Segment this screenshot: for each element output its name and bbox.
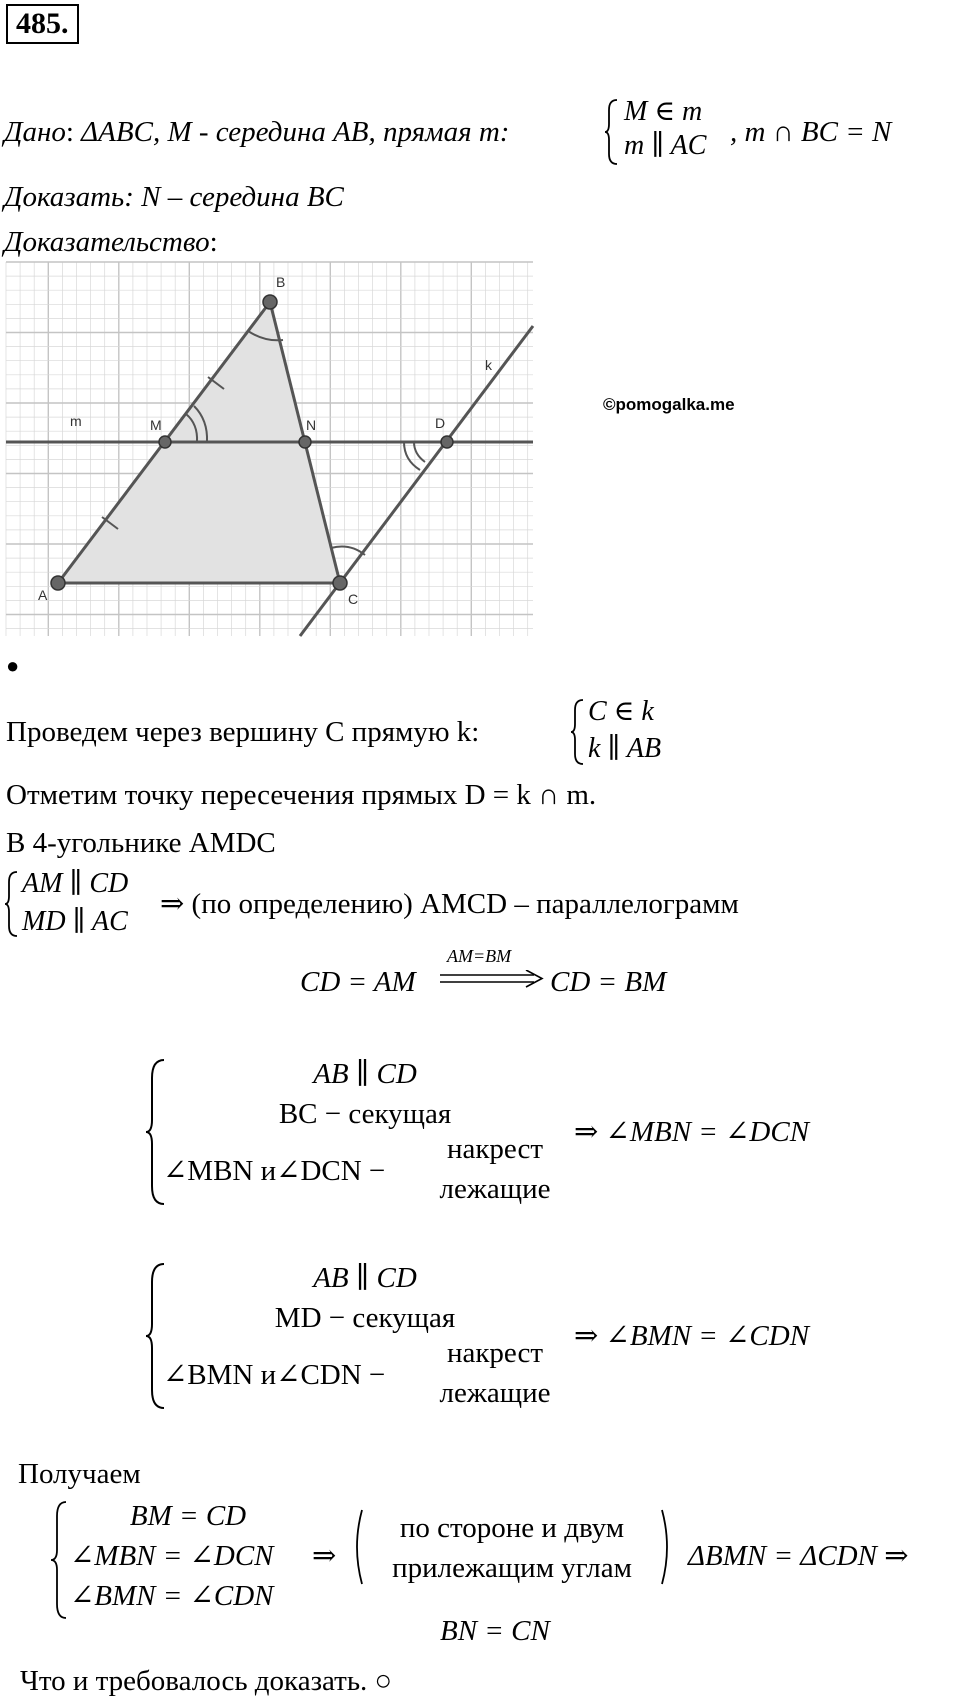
label-line-m: m [70, 413, 82, 429]
step4-brace [4, 870, 20, 938]
label-b: B [276, 274, 286, 290]
line-k [300, 326, 533, 636]
angle-arc-c [331, 547, 365, 555]
proof-line [4, 228, 218, 257]
block1-nak2: лежащие [439, 1173, 551, 1205]
block1-nak1: накрест [446, 1133, 544, 1165]
given-line [4, 118, 509, 147]
block2-result: ⇒ ∠BMN = ∠CDN [574, 1320, 810, 1352]
problem-number: 485. [6, 4, 79, 44]
step1-sys-line: k ∥ AB [588, 733, 662, 764]
step1-brace [570, 698, 586, 766]
block1-line: BC − секущая [278, 1098, 452, 1130]
watermark: ©pomogalka.me [603, 395, 735, 414]
block2-line: AB ∥ CD [313, 1262, 417, 1294]
step4-system [22, 870, 128, 936]
label-m: M [150, 417, 162, 433]
block2-angles: ∠BMN и∠CDN − [163, 1359, 386, 1391]
prove-label: Доказать [4, 181, 125, 213]
step5-right: CD = BM [550, 966, 667, 998]
label-d: D [435, 415, 446, 431]
given-tail: , m ∩ BC = N [730, 116, 892, 148]
proof-sep: : [209, 226, 218, 258]
conclusion-arrow: ⇒ [312, 1540, 337, 1572]
given-sys-line: m ∥ AC [624, 130, 707, 161]
block2-nak2: лежащие [439, 1377, 551, 1409]
step1-text: Проведем через вершину C прямую k: [6, 716, 480, 748]
block1-angles: ∠MBN и∠DCN − [163, 1155, 386, 1187]
conclusion-paren-line: прилежащим углам [392, 1552, 632, 1584]
given-label: Дано [4, 116, 66, 148]
point-m [159, 436, 171, 448]
bullet: ● [6, 653, 20, 678]
label-c: C [348, 591, 359, 607]
right-paren [660, 1508, 674, 1586]
label-n: N [306, 417, 317, 433]
step4-sys-line: AM ∥ CD [22, 868, 129, 899]
given-brace [604, 98, 620, 166]
step5-left: CD = AM [300, 966, 416, 998]
conclusion-sys-line: ∠BMN = ∠CDN [70, 1580, 274, 1612]
conclusion-result: ΔBMN = ΔCDN ⇒ [688, 1540, 909, 1572]
given-sys-line: M ∈ m [624, 96, 703, 127]
given-text: ΔABC, M - середина AB, прямая m: [81, 116, 510, 148]
conclusion-paren-line: по стороне и двум [399, 1512, 625, 1544]
prove-text: : N – середина BC [124, 181, 344, 213]
step3-text: В 4-угольнике AMDC [6, 827, 276, 859]
given-system [624, 98, 706, 160]
step1-sys-line: C ∈ k [588, 696, 654, 727]
point-a [51, 576, 65, 590]
long-implies-arrow [438, 970, 548, 988]
block1-result: ⇒ ∠MBN = ∠DCN [574, 1116, 810, 1148]
step1-system [588, 698, 661, 763]
step2-text: Отметим точку пересечения прямых D = k ∩ m. [6, 779, 597, 811]
conclusion-final: BN = CN [440, 1615, 550, 1647]
point-b [263, 295, 277, 309]
conclusion-sys-line: ∠MBN = ∠DCN [70, 1540, 274, 1572]
step5-over: AM=BM [447, 946, 512, 966]
step4-text: ⇒ (по определению) AMCD – параллелограмм [160, 888, 739, 920]
label-line-k: k [485, 357, 492, 373]
proof-label: Доказательство [4, 226, 210, 258]
conclusion-end: Что и требовалось доказать. ○ [20, 1665, 393, 1697]
conclusion-brace [50, 1500, 70, 1620]
conclusion-label: Получаем [18, 1458, 141, 1490]
point-c [333, 576, 347, 590]
geometry-figure [0, 260, 545, 640]
block1-line: AB ∥ CD [313, 1058, 417, 1090]
conclusion-sys-line: BM = CD [129, 1500, 247, 1532]
block2-line: MD − секущая [274, 1302, 456, 1334]
point-n [299, 436, 311, 448]
point-d [441, 436, 453, 448]
block2-nak1: накрест [446, 1337, 544, 1369]
given-sep: : [65, 116, 74, 148]
prove-line [4, 183, 344, 212]
label-a: A [38, 587, 48, 603]
step4-sys-line: MD ∥ AC [22, 906, 128, 937]
